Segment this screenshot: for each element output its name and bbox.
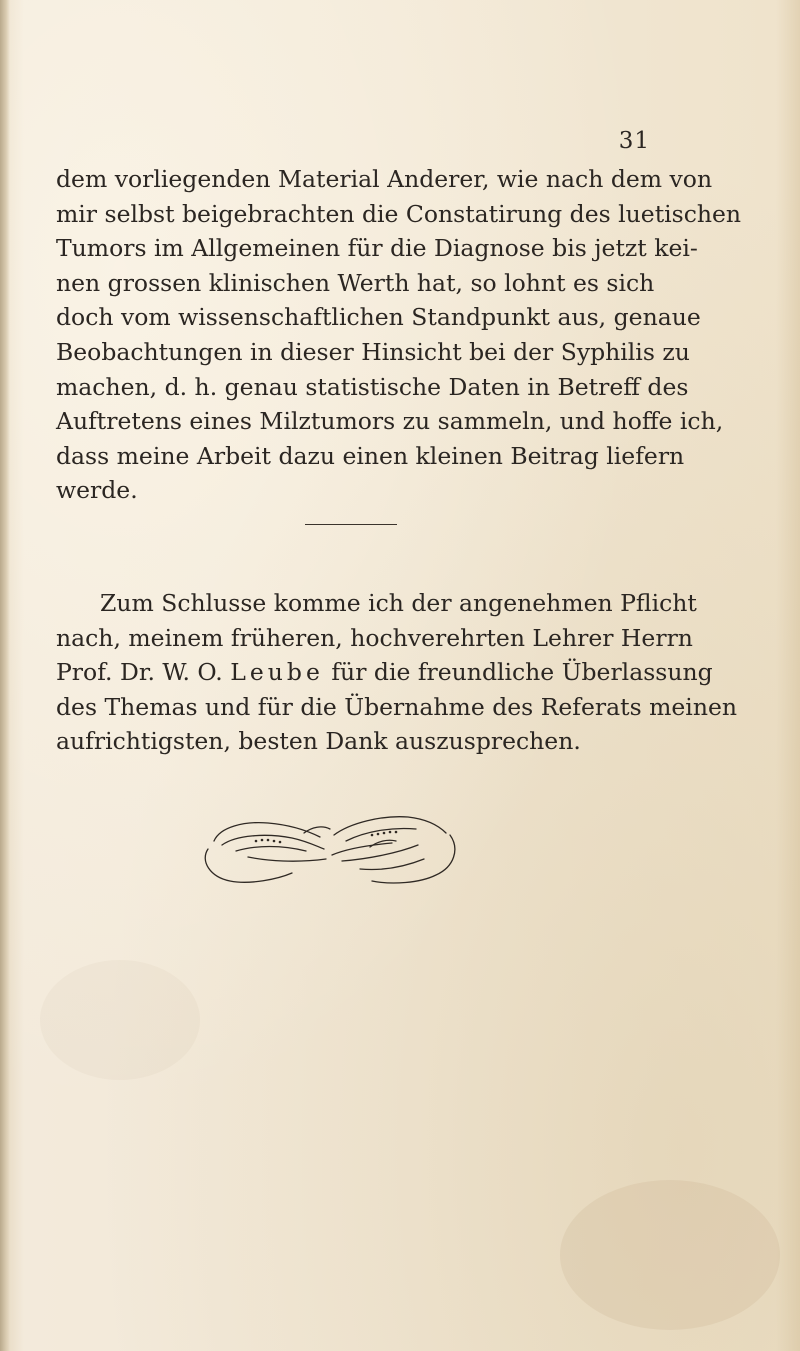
text-line: dass meine Arbeit dazu einen kleinen Beitrag liefern bbox=[56, 441, 685, 470]
text-line: aufrichtigsten, besten Dank auszusprechen. bbox=[56, 727, 581, 756]
text-line: Zum Schlusse komme ich der angenehmen Pflicht bbox=[100, 589, 697, 617]
text-line: werde. bbox=[56, 476, 138, 505]
paragraph-acknowledgement bbox=[56, 586, 737, 759]
text-line: mir selbst beigebrachten die Constatirung des luetischen bbox=[56, 199, 742, 228]
text-line: nach, meinem früheren, hochverehrten Lehrer Herrn bbox=[56, 623, 693, 652]
title-text: Prof. Dr. W. O. bbox=[56, 658, 223, 687]
ornament-flourish-icon bbox=[196, 805, 462, 887]
text-line: machen, d. h. genau statistische Daten in Betreff des bbox=[56, 372, 689, 401]
text-line: Tumors im Allgemeinen für die Diagnose bis jetzt kei- bbox=[56, 234, 698, 263]
text-line-with-name bbox=[56, 655, 713, 690]
text-line: dem vorliegenden Material Anderer, wie nach dem von bbox=[56, 165, 713, 193]
section-divider bbox=[305, 524, 397, 525]
binding-edge bbox=[0, 0, 10, 1351]
paper-stain bbox=[40, 960, 200, 1080]
text-line: doch vom wissenschaftlichen Standpunkt aus, genaue bbox=[56, 303, 701, 332]
line-text: für die freundliche Überlassung bbox=[331, 658, 713, 687]
text-line: Beobachtungen in dieser Hinsicht bei der Syphilis zu bbox=[56, 337, 690, 366]
text-line: Auftretens eines Milztumors zu sammeln, und hoffe ich, bbox=[56, 407, 724, 436]
paragraph-main bbox=[56, 162, 742, 508]
text-line: nen grossen klinischen Werth hat, so lohnt es sich bbox=[56, 268, 655, 297]
page-number: 31 bbox=[618, 128, 650, 154]
text-line: des Themas und für die Übernahme des Referats meinen bbox=[56, 692, 737, 721]
person-name: Leube bbox=[230, 658, 324, 687]
paper-stain bbox=[560, 1180, 780, 1330]
